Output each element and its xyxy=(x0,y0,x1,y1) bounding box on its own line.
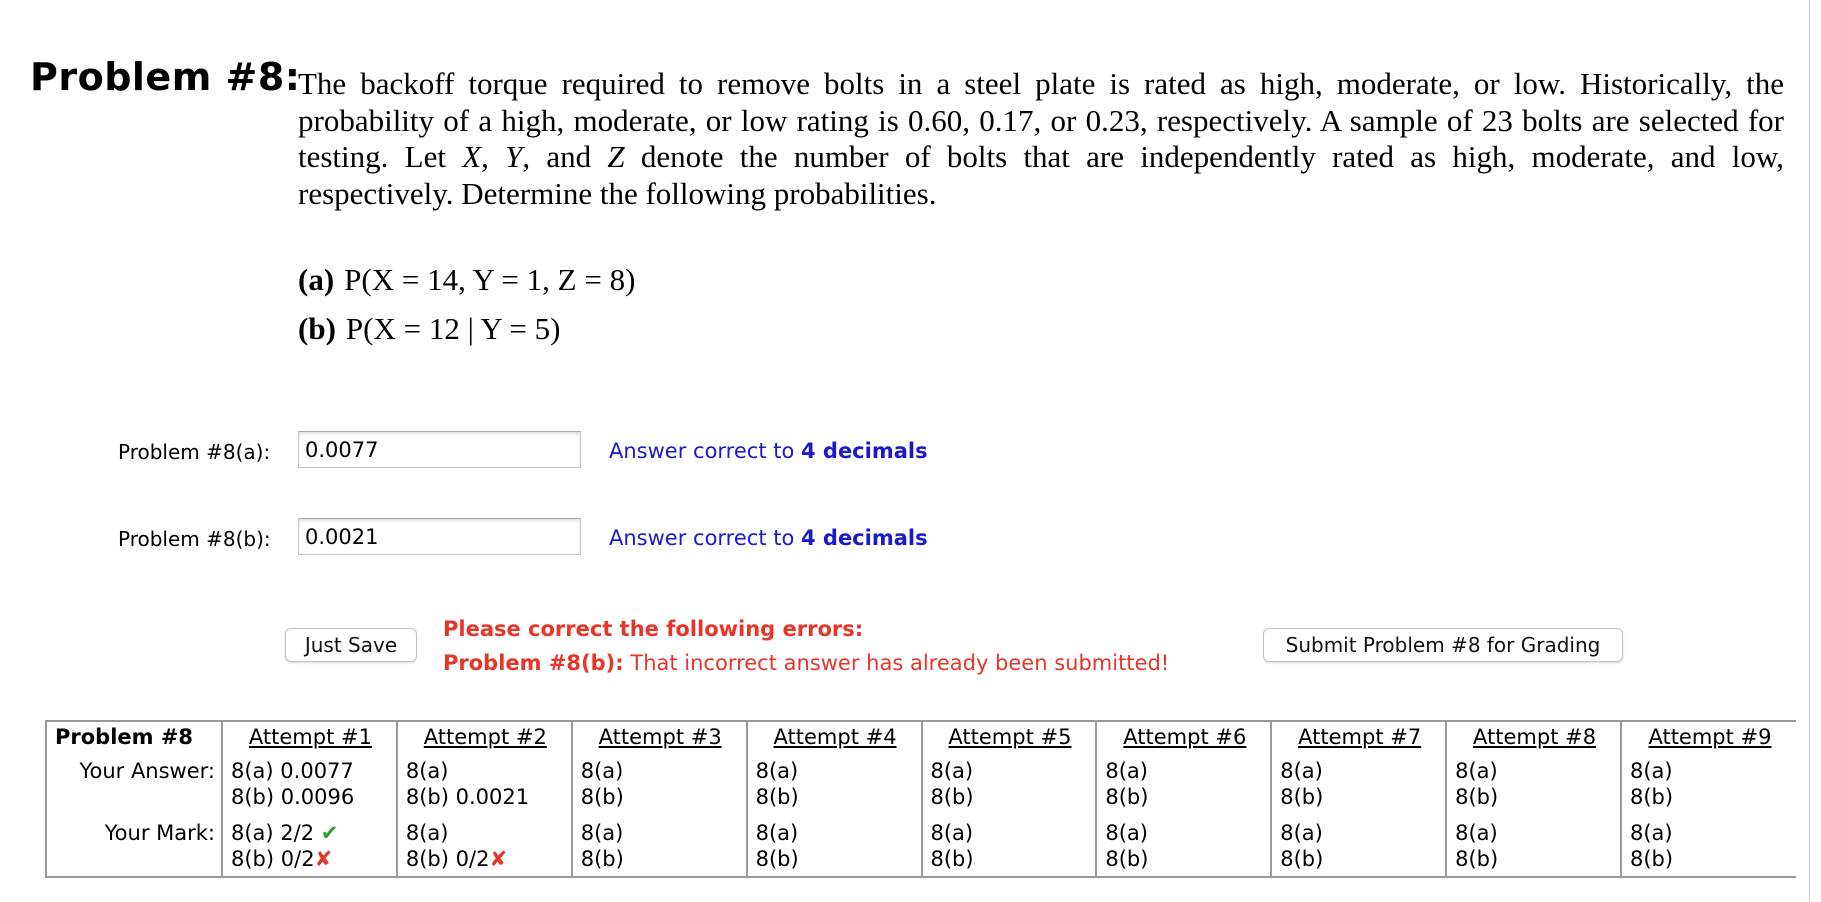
attempt-mark-text: 8(a) xyxy=(1630,821,1673,845)
attempt-mark-line xyxy=(406,846,565,872)
attempt-mark-line xyxy=(931,846,1090,872)
attempt-answer-cell-5 xyxy=(922,754,1097,818)
just-save-button[interactable]: Just Save xyxy=(285,628,417,662)
attempt-mark-text: 8(a) xyxy=(755,821,799,845)
attempt-mark-line xyxy=(1105,846,1264,872)
cross-icon: ✘ xyxy=(314,847,333,871)
attempt-header-1[interactable] xyxy=(222,721,397,754)
attempt-mark-text: 8(a) xyxy=(930,821,974,845)
attempt-mark-text: 8(a) xyxy=(1105,821,1148,845)
attempts-table xyxy=(45,720,1796,878)
attempt-answer-line: 8(a) xyxy=(1630,759,1673,783)
attempt-mark-text: 8(b) 0/2 xyxy=(405,847,490,871)
error-heading: Please correct the following errors: xyxy=(443,617,864,641)
attempt-header-link[interactable]: Attempt #8 xyxy=(1473,725,1597,749)
answer-a-label: Problem #8(a): xyxy=(118,440,271,464)
attempt-mark-cell-2 xyxy=(397,818,572,877)
attempt-answer-line: 8(b) xyxy=(580,785,624,809)
attempt-header-6[interactable] xyxy=(1096,721,1271,754)
attempt-mark-cell-7 xyxy=(1271,818,1446,877)
attempt-header-7[interactable] xyxy=(1271,721,1446,754)
attempt-answer-line: 8(a) xyxy=(580,759,624,783)
attempt-mark-cell-1 xyxy=(222,818,397,877)
attempt-answer-line: 8(b) xyxy=(1630,785,1674,809)
part-b xyxy=(298,311,560,347)
your-answer-row xyxy=(46,754,1796,818)
attempt-header-link[interactable]: Attempt #5 xyxy=(948,725,1072,749)
attempt-answer-line: 8(b) xyxy=(1280,785,1324,809)
attempt-mark-text: 8(b) xyxy=(755,847,799,871)
attempt-mark-line xyxy=(1280,846,1439,872)
attempt-mark-line xyxy=(581,820,740,846)
attempt-mark-text: 8(b) xyxy=(930,847,974,871)
attempt-header-link[interactable]: Attempt #6 xyxy=(1123,725,1247,749)
answer-a-status: Answer correct to 4 decimals xyxy=(609,439,928,463)
part-a xyxy=(298,262,635,298)
attempt-mark-cell-5 xyxy=(922,818,1097,877)
attempt-answer-line: 8(b) 0.0021 xyxy=(405,785,530,809)
attempt-header-link[interactable]: Attempt #7 xyxy=(1298,725,1422,749)
attempt-mark-line xyxy=(1105,820,1264,846)
attempt-mark-line xyxy=(406,820,565,846)
attempt-mark-text: 8(b) xyxy=(580,847,624,871)
attempt-header-link[interactable]: Attempt #2 xyxy=(423,725,547,749)
attempt-answer-cell-7 xyxy=(1271,754,1446,818)
attempt-mark-line xyxy=(231,846,390,872)
attempt-mark-text: 8(a) xyxy=(1455,821,1498,845)
attempt-answer-cell-1 xyxy=(222,754,397,818)
attempt-mark-line xyxy=(931,820,1090,846)
attempt-answer-cell-3 xyxy=(572,754,747,818)
attempt-answer-line: 8(a) xyxy=(1105,759,1148,783)
problem-statement: The backoff torque required to remove bolts in a steel plate is rated as high, moderate, or low. Historically, the probability of a high, moderate, or low rating is 0.60, 0.17, or 0.23, respectively. A sample of 23 bolts are selected for testing. Let X, Y, and Z denote the number of bolts that are independently rated as high, moderate, and low, respectively. Determine the following probabilities. xyxy=(298,66,1785,211)
attempt-answer-line: 8(a) xyxy=(1455,759,1498,783)
attempt-header-2[interactable] xyxy=(397,721,572,754)
attempt-mark-line xyxy=(756,846,915,872)
attempt-header-9[interactable] xyxy=(1621,721,1796,754)
attempt-answer-line: 8(b) xyxy=(930,785,974,809)
attempt-mark-text: 8(a) 2/2 xyxy=(231,821,315,845)
attempt-header-4[interactable] xyxy=(747,721,922,754)
attempt-header-3[interactable] xyxy=(572,721,747,754)
attempt-answer-cell-9 xyxy=(1621,754,1796,818)
check-icon: ✔ xyxy=(320,821,339,845)
attempt-answer-line: 8(b) xyxy=(1455,785,1499,809)
attempt-mark-cell-4 xyxy=(747,818,922,877)
attempt-answer-line: 8(b) xyxy=(1105,785,1149,809)
your-mark-label: Your Mark: xyxy=(104,821,215,845)
attempt-mark-cell-9 xyxy=(1621,818,1796,877)
attempts-header-row xyxy=(46,721,1796,754)
part-a-expression: P(X = 14, Y = 1, Z = 8) xyxy=(344,262,636,297)
attempt-header-5[interactable] xyxy=(922,721,1097,754)
attempt-mark-cell-3 xyxy=(572,818,747,877)
attempt-mark-line xyxy=(231,820,390,846)
attempt-mark-line xyxy=(1280,820,1439,846)
attempt-mark-text: 8(a) xyxy=(1280,821,1323,845)
attempt-answer-line: 8(a) xyxy=(930,759,974,783)
attempt-answer-line: 8(b) 0.0096 xyxy=(231,785,355,809)
attempt-mark-text: 8(a) xyxy=(405,821,449,845)
attempt-answer-cell-6 xyxy=(1096,754,1271,818)
error-message: Problem #8(b): That incorrect answer has already been submitted! xyxy=(443,651,1170,675)
attempt-answer-cell-4 xyxy=(747,754,922,818)
part-b-expression: P(X = 12 | Y = 5) xyxy=(345,311,561,346)
part-a-label: (a) xyxy=(298,262,335,297)
attempt-header-8[interactable] xyxy=(1446,721,1621,754)
attempt-mark-line xyxy=(1630,820,1790,846)
answer-b-status: Answer correct to 4 decimals xyxy=(609,526,928,550)
attempt-header-link[interactable]: Attempt #3 xyxy=(598,725,722,749)
attempt-mark-text: 8(a) xyxy=(580,821,624,845)
attempt-mark-text: 8(b) xyxy=(1630,847,1674,871)
attempt-answer-cell-8 xyxy=(1446,754,1621,818)
attempt-mark-line xyxy=(1455,846,1614,872)
answer-b-input[interactable] xyxy=(298,518,581,555)
attempt-header-link[interactable]: Attempt #4 xyxy=(773,725,897,749)
attempt-mark-line xyxy=(1455,820,1614,846)
page-right-border xyxy=(1809,0,1810,902)
your-answer-label: Your Answer: xyxy=(79,759,215,783)
attempt-mark-cell-6 xyxy=(1096,818,1271,877)
attempt-mark-text: 8(b) 0/2 xyxy=(231,847,315,871)
attempt-header-link[interactable]: Attempt #1 xyxy=(248,725,372,749)
answer-a-input[interactable] xyxy=(298,431,581,468)
submit-for-grading-button[interactable]: Submit Problem #8 for Grading xyxy=(1263,628,1623,662)
part-b-label: (b) xyxy=(298,311,336,346)
answer-b-label: Problem #8(b): xyxy=(118,527,271,551)
attempt-answer-line: 8(a) 0.0077 xyxy=(231,759,354,783)
attempt-mark-line xyxy=(581,846,740,872)
attempt-mark-text: 8(b) xyxy=(1455,847,1499,871)
attempt-answer-line: 8(b) xyxy=(755,785,799,809)
table-corner-label: Problem #8 xyxy=(55,725,194,749)
problem-title: Problem #8: xyxy=(30,55,301,99)
attempt-answer-line: 8(a) xyxy=(405,759,449,783)
attempt-answer-line: 8(a) xyxy=(1280,759,1323,783)
attempt-answer-line: 8(a) xyxy=(755,759,799,783)
attempt-mark-text: 8(b) xyxy=(1105,847,1149,871)
attempt-mark-text: 8(b) xyxy=(1280,847,1324,871)
attempt-header-link[interactable]: Attempt #9 xyxy=(1648,725,1772,749)
attempt-answer-cell-2 xyxy=(397,754,572,818)
attempt-mark-line xyxy=(1630,846,1790,872)
your-mark-row xyxy=(46,818,1796,877)
attempt-mark-line xyxy=(756,820,915,846)
attempt-mark-cell-8 xyxy=(1446,818,1621,877)
cross-icon: ✘ xyxy=(489,847,508,871)
